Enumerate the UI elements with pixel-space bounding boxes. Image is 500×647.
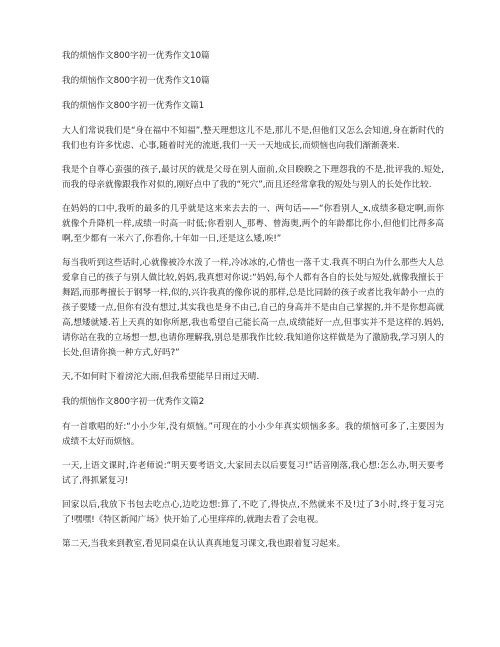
paragraph: 有一首歌唱的好:“小小少年,没有烦恼。”可现在的小小少年真实烦恼多多。我的烦恼可多了,主要因为成绩不太好而烦恼。: [62, 422, 444, 447]
essay-heading-2: 我的烦恼作文800字初一优秀作文篇2: [62, 397, 205, 407]
paragraph: 天,不如何时下着滂沱大雨,但我希望能早日雨过天晴.: [62, 372, 260, 382]
document-title: 我的烦恼作文800字初一优秀作文10篇: [62, 51, 210, 61]
paragraph: 一天,上语文课时,许老师说:“明天要考语文,大家回去以后要复习!”话音刚落,我心想:怎么办,明天要考试了,得抓紧复习!: [62, 461, 444, 486]
paragraph: 我是个自尊心蛮强的孩子,最讨厌的就是父母在别人面前,众目睽睽之下理怨我的不是,批评我的.短处,而我的母亲就像跟我作对似的,刚好点中了我的“死穴”,而且还经常拿我的短处与别人的长处作比较.: [62, 165, 444, 190]
essay-heading-1: 我的烦恼作文800字初一优秀作文篇1: [62, 101, 205, 111]
paragraph: 第二天,当我来到教室,看见同桌在认认真真地复习课文,我也跟着复习起来。: [62, 539, 346, 549]
paragraph: 每当我听到这些话时,心就像被冷水泼了一样,冷冰冰的,心情也一落千丈.我真不明白为什么那些大人总爱拿自己的孩子与别人做比较,妈妈,我真想对你说:“妈妈,每个人都有各自的长处与短处,就像我擅长于舞蹈,而那粤擅长于钢琴一样,似的,兴许我真的像你说的那样,总是比同龄的孩子或者比我年龄小一点的孩子要矮一点,但你有没有想过,其实我也是身不由己,自己的身高并不是由自己掌握的,并不是你想高就高,想矮就矮.若上天真的如你所愿,我也希望自己能长高一点,成绩能好一点,但事实并不是这样的.妈妈,请你站在我的立场想一想,也请你理解我,别总是那我作比较.我知道你这样做是为了激励我,学习别人的长处,但请你换一种方式,好吗?”: [62, 258, 444, 358]
paragraph: 大人们常说我们是“身在福中不知福”,整天理想这儿不是,那儿不是,但他们又怎么会知道,身在新时代的我们也有许多忧虑、心事,随着时光的流逝,我们一天一天地成长,而烦恼也向我们渐渐袭来.: [62, 126, 444, 151]
document-title-repeat: 我的烦恼作文800字初一优秀作文10篇: [62, 76, 210, 86]
paragraph: 在妈妈的口中,我听的最多的几乎就是这来来去去的一、两句话——“你看别人_x,成绩多稳定啊,而你就像个升降机一样,成绩一时高一时低;你看别人_那粤、曾海奥,两个的年龄都比你小,但他们比得多高啊,至少都有一米六了,你看你,十年如一日,还是这么矮,唉!”: [62, 204, 444, 244]
paragraph: 回家以后,我放下书包去吃点心,边吃边想:算了,不吃了,得快点,不然就来不及!过了3小时,终于复习完了!嘿嘿!《特区新闻广场》快开始了,心里痒痒的,就跑去看了会电视。: [62, 500, 444, 525]
